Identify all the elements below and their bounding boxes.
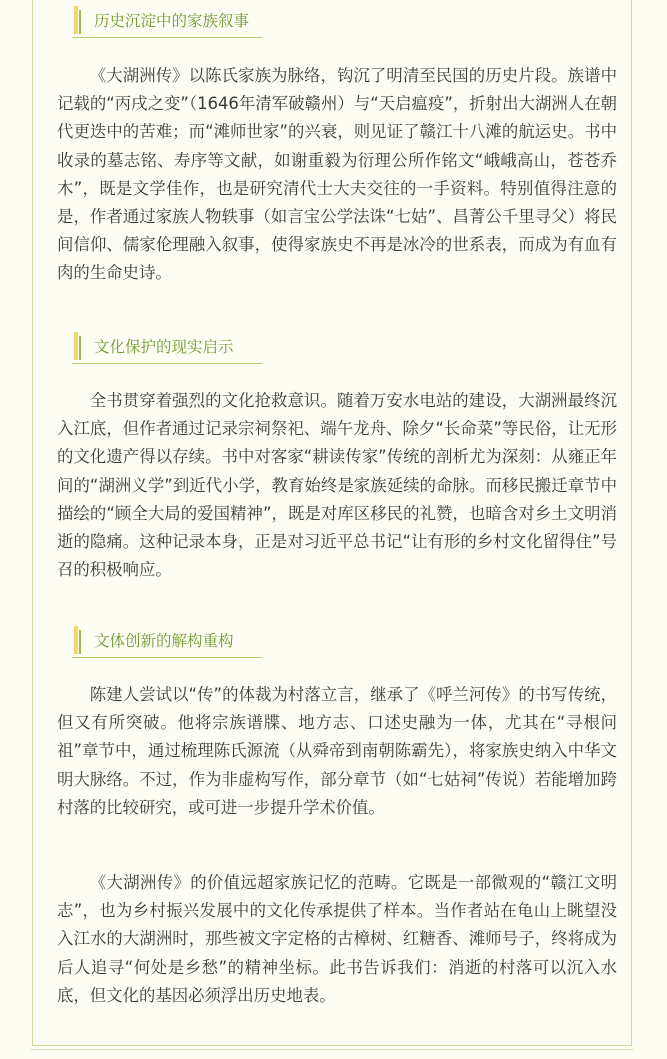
conclusion-paragraph: 《大湖洲传》的价值远超家族记忆的范畴。它既是一部微观的“赣江文明志”，也为乡村振兴发展中的文化传承提供了样本。当作者站在龟山上眺望没入江水的大湖洲时，那些被文字定格的古樟树、红糖香、滩师号子，终将成为后人追寻“何处是乡愁”的精神坐标。此书告诉我们：消逝的村落可以沉入水底，但文化的基因必须浮出历史地表。 xyxy=(57,873,617,1005)
section-paragraph-1: 《大湖洲传》以陈氏家族为脉络，钩沉了明清至民国的历史片段。族谱中记载的“丙戌之变”（1646年清军破赣州）与“天启瘟疫”，折射出大湖洲人在朝代更迭中的苦难；而“滩师世家”的兴衰，则见证了赣江十八滩的航运史。书中收录的墓志铭、寿序等文献，如谢重毅为衍理公所作铭文“峨峨高山，苍苍乔木”，既是文学佳作，也是研究清代士大夫交往的一手资料。特别值得注意的是，作者通过家族人物轶事（如言宝公学法诛“七姑”、昌菁公千里寻父）将民间信仰、儒家伦理融入叙事，使得家族史不再是冰冷的世系表，而成为有血有肉的生命史诗。 xyxy=(57,66,617,283)
section-title: 文化保护的现实启示 xyxy=(94,338,234,356)
section-heading-2 xyxy=(72,334,262,364)
heading-accent-line xyxy=(79,10,81,34)
section-title: 历史沉淀中的家族叙事 xyxy=(94,12,250,30)
heading-accent-line xyxy=(79,630,81,654)
heading-underline xyxy=(72,363,262,364)
section-paragraph-3: 陈建人尝试以“传”的体裁为村落立言，继承了《呼兰河传》的书写传统，但又有所突破。他将宗族谱牒、地方志、口述史融为一体，尤其在“寻根问祖”章节中，通过梳理陈氏源流（从舜帝到南朝陈霸先），将家族史纳入中华文明大脉络。不过，作为非虚构写作，部分章节（如“七姑祠”传说）若能增加跨村落的比较研究，或可进一步提升学术价值。 xyxy=(57,685,617,817)
heading-accent-line xyxy=(79,336,81,360)
heading-accent-bar xyxy=(74,332,78,360)
frame-bottom-rule xyxy=(30,1049,634,1050)
heading-underline xyxy=(72,657,262,658)
section-heading-3 xyxy=(72,628,262,658)
heading-accent-bar xyxy=(74,626,78,654)
heading-accent-bar xyxy=(74,6,78,34)
heading-underline xyxy=(72,37,262,38)
section-title: 文体创新的解构重构 xyxy=(94,632,234,650)
section-heading-1 xyxy=(72,8,262,38)
section-paragraph-2: 全书贯穿着强烈的文化抢救意识。随着万安水电站的建设，大湖洲最终沉入江底，但作者通过记录宗祠祭祀、端午龙舟、除夕“长命菜”等民俗，让无形的文化遗产得以存续。书中对客家“耕读传家”传统的剖析尤为深刻：从雍正年间的“湖洲义学”到近代小学，教育始终是家族延续的命脉。而移民搬迁章节中描绘的“顾全大局的爱国精神”，既是对库区移民的礼赞，也暗含对乡土文明消逝的隐痛。这种记录本身，正是对习近平总书记“让有形的乡村文化留得住”号召的积极响应。 xyxy=(57,391,617,580)
